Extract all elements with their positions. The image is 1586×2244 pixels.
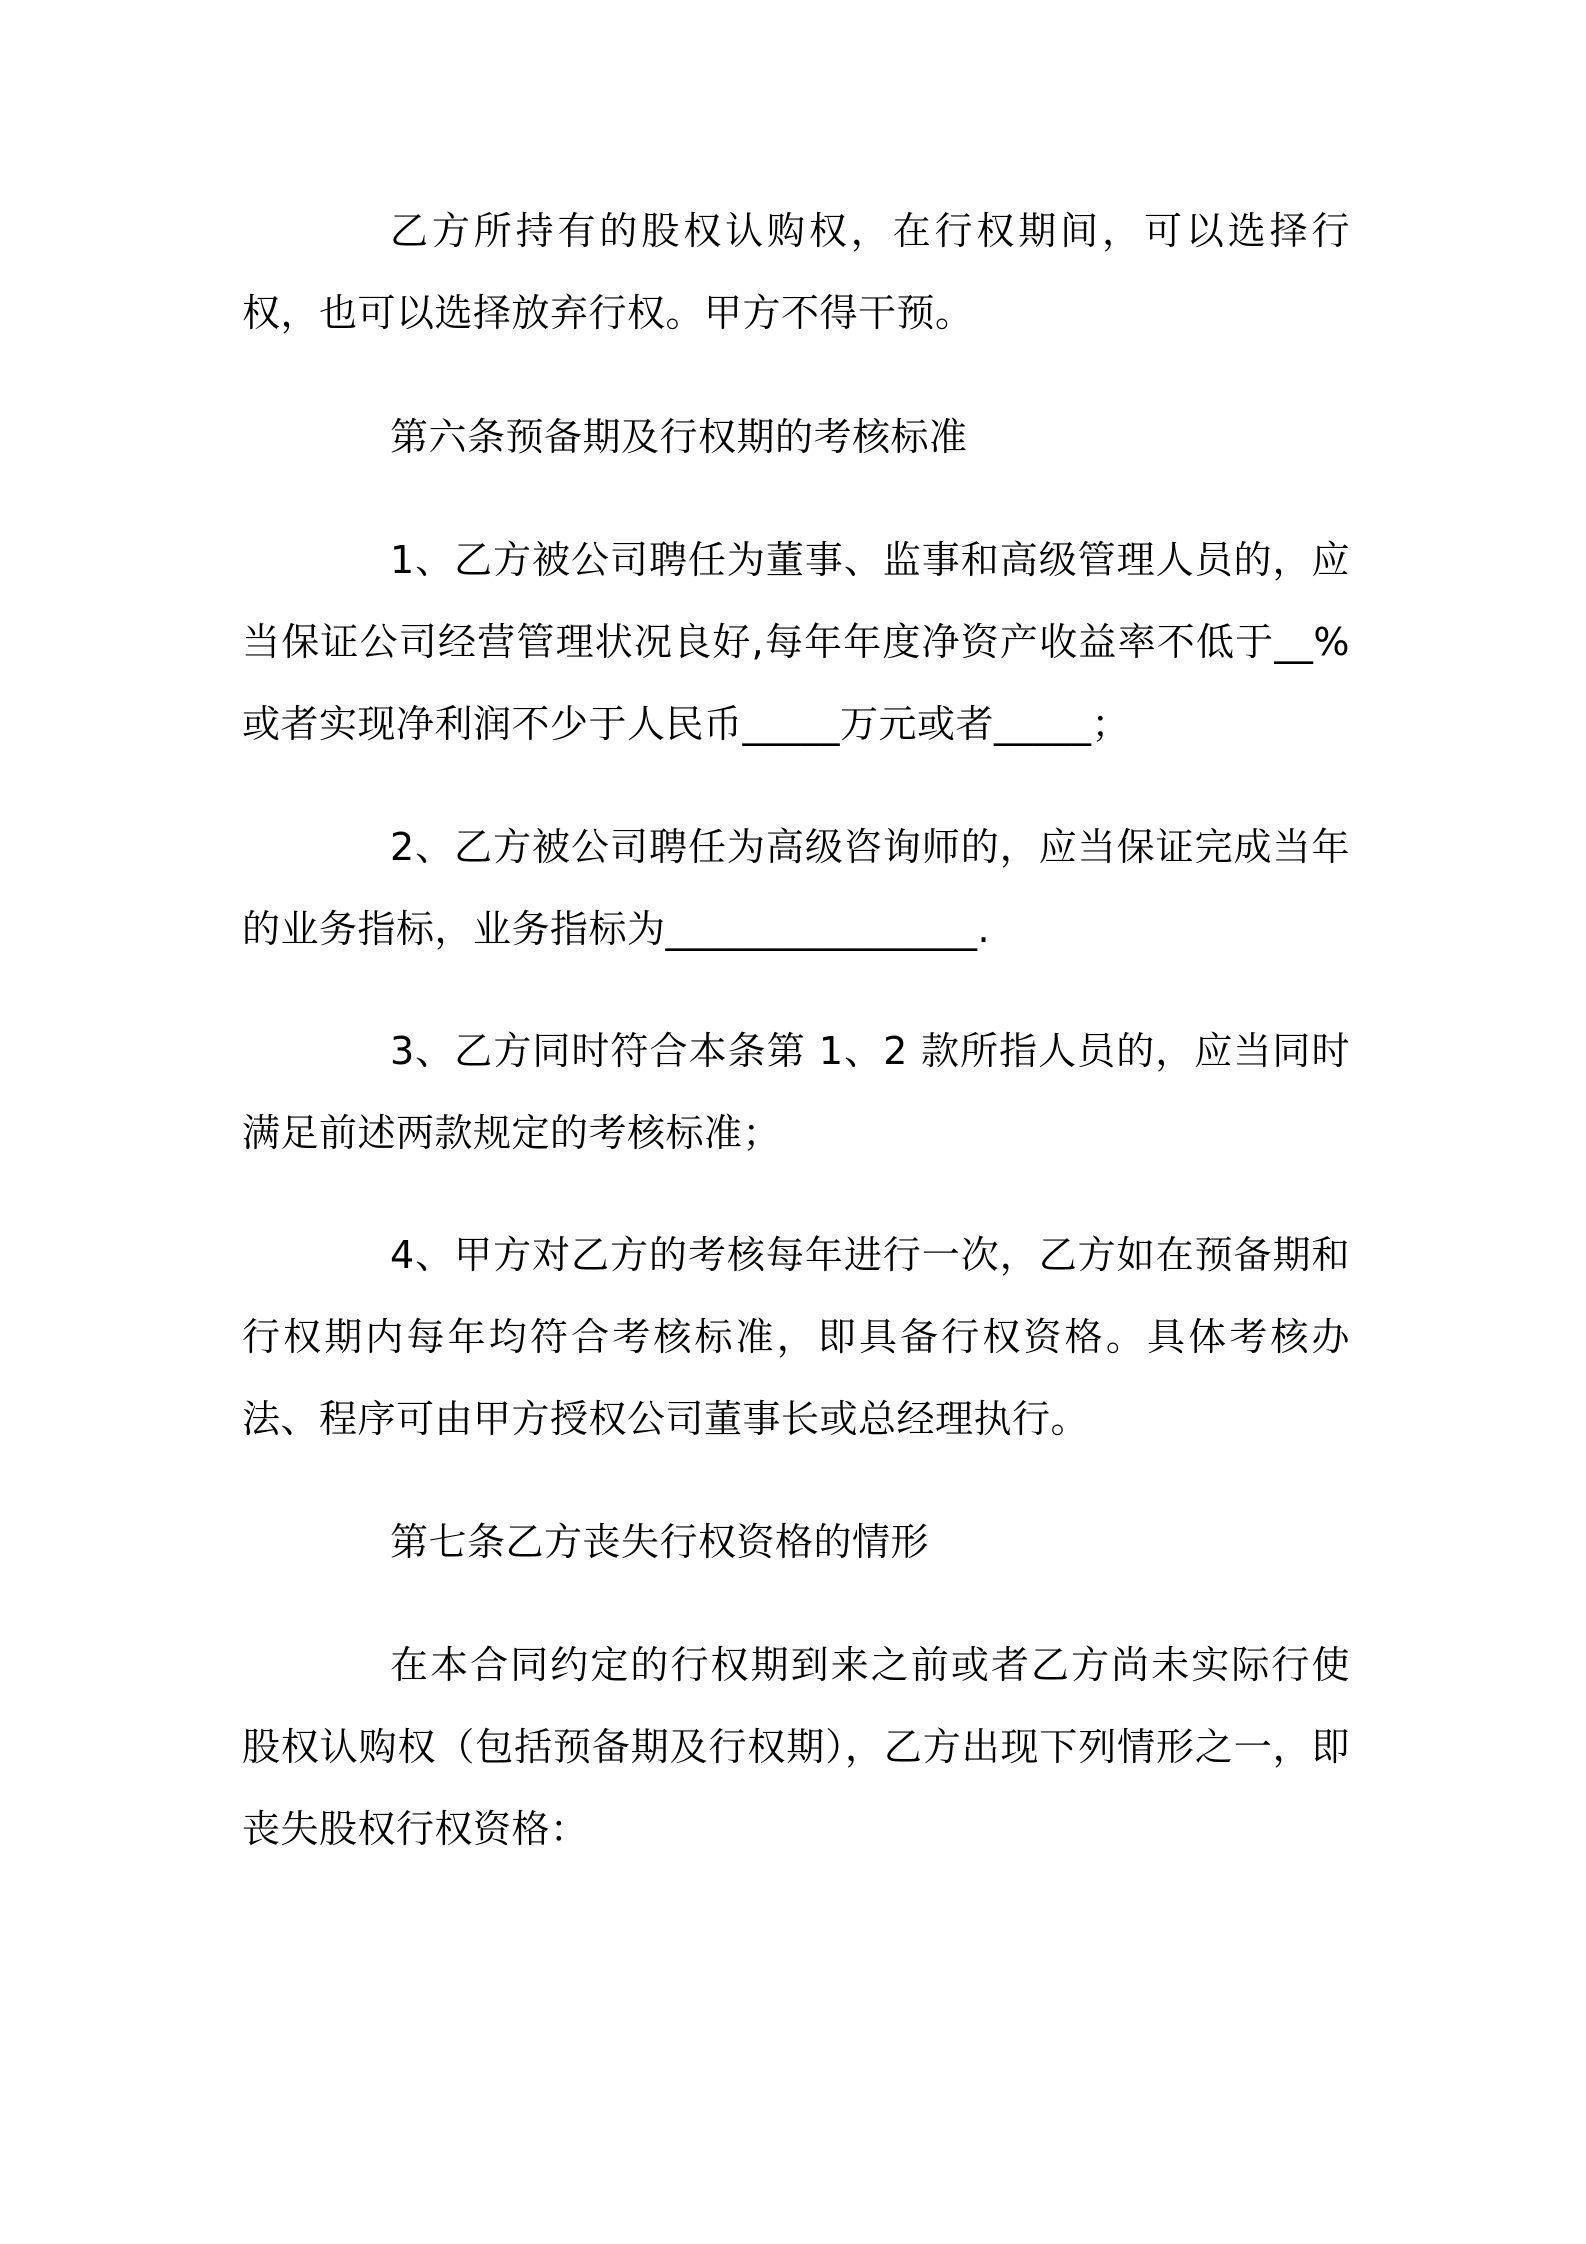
article-6-heading: 第六条预备期及行权期的考核标准 <box>390 415 968 459</box>
clause-6-3: 3、乙方同时符合本条第 1、2 款所指人员的，应当同时满足前述两款规定的考核标准； <box>242 1029 1350 1155</box>
paragraph-exercise-choice: 乙方所持有的股权认购权，在行权期间，可以选择行权，也可以选择放弃行权。甲方不得干预。 <box>242 209 1350 335</box>
clause-6-1: 1、乙方被公司聘任为董事、监事和高级管理人员的，应当保证公司经营管理状况良好,每年年度净资产收益率不低于__%或者实现净利润不少于人民币_____万元或者_____； <box>242 538 1350 746</box>
article-7-intro: 在本合同约定的行权期到来之前或者乙方尚未实际行使股权认购权（包括预备期及行权期），乙方出现下列情形之一，即丧失股权行权资格： <box>242 1643 1350 1851</box>
article-7-heading: 第七条乙方丧失行权资格的情形 <box>390 1520 930 1564</box>
clause-6-4: 4、甲方对乙方的考核每年进行一次，乙方如在预备期和行权期内每年均符合考核标准，即具备行权资格。具体考核办法、程序可由甲方授权公司董事长或总经理执行。 <box>242 1233 1350 1441</box>
clause-6-2: 2、乙方被公司聘任为高级咨询师的，应当保证完成当年的业务指标，业务指标为________________. <box>242 825 1350 951</box>
